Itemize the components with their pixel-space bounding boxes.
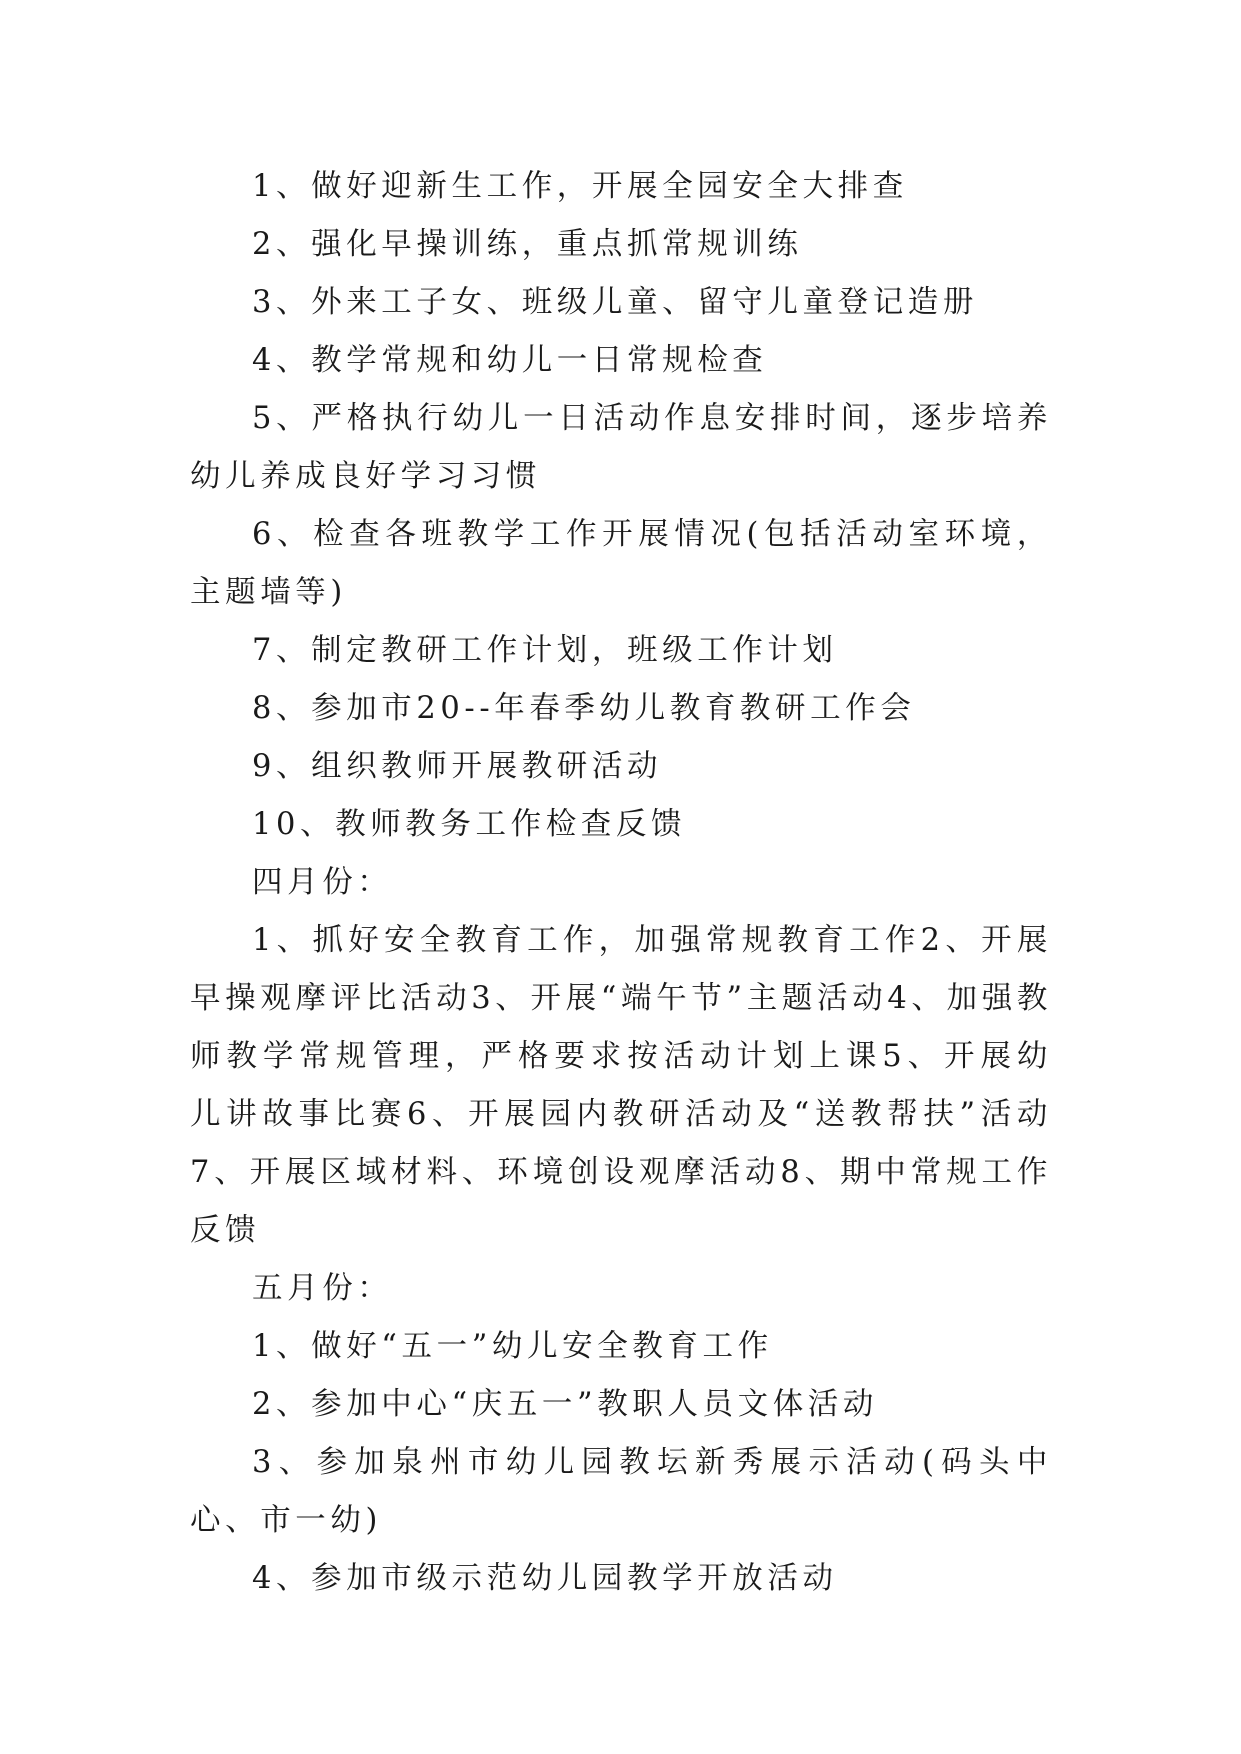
section-heading-may: 五月份： [252,1271,393,1306]
list-item: 1、做好迎新生工作，开展全园安全大排查 [252,169,908,204]
list-item: 10、教师教务工作检查反馈 [252,807,687,842]
document-body [190,158,1052,1608]
list-item: 8、参加市20--年春季幼儿教育教研工作会 [252,691,916,726]
list-item: 1、做好“五一”幼儿安全教育工作 [252,1329,773,1364]
list-item: 3、外来工子女、班级儿童、留守儿童登记造册 [252,285,979,320]
list-item: 7、制定教研工作计划，班级工作计划 [252,633,838,668]
list-item: 4、教学常规和幼儿一日常规检查 [252,343,768,378]
list-item: 2、参加中心“庆五一”教职人员文体活动 [252,1387,878,1422]
section-heading-april: 四月份： [252,865,393,900]
list-item: 5、严格执行幼儿一日活动作息安排时间，逐步培养幼儿养成良好学习习惯 [190,401,1052,494]
list-item: 2、强化早操训练，重点抓常规训练 [252,227,803,262]
april-plan-paragraph: 1、抓好安全教育工作，加强常规教育工作2、开展早操观摩评比活动3、开展“端午节”主题活动4、加强教师教学常规管理，严格要求按活动计划上课5、开展幼儿讲故事比赛6、开展园内教研活动及“送教帮扶”活动7、开展区域材料、环境创设观摩活动8、期中常规工作反馈 [190,923,1052,1248]
list-item: 3、参加泉州市幼儿园教坛新秀展示活动(码头中心、市一幼) [190,1445,1052,1538]
list-item: 9、组织教师开展教研活动 [252,749,663,784]
list-item: 6、检查各班教学工作开展情况(包括活动室环境，主题墙等) [190,517,1052,610]
list-item: 4、参加市级示范幼儿园教学开放活动 [252,1561,838,1596]
